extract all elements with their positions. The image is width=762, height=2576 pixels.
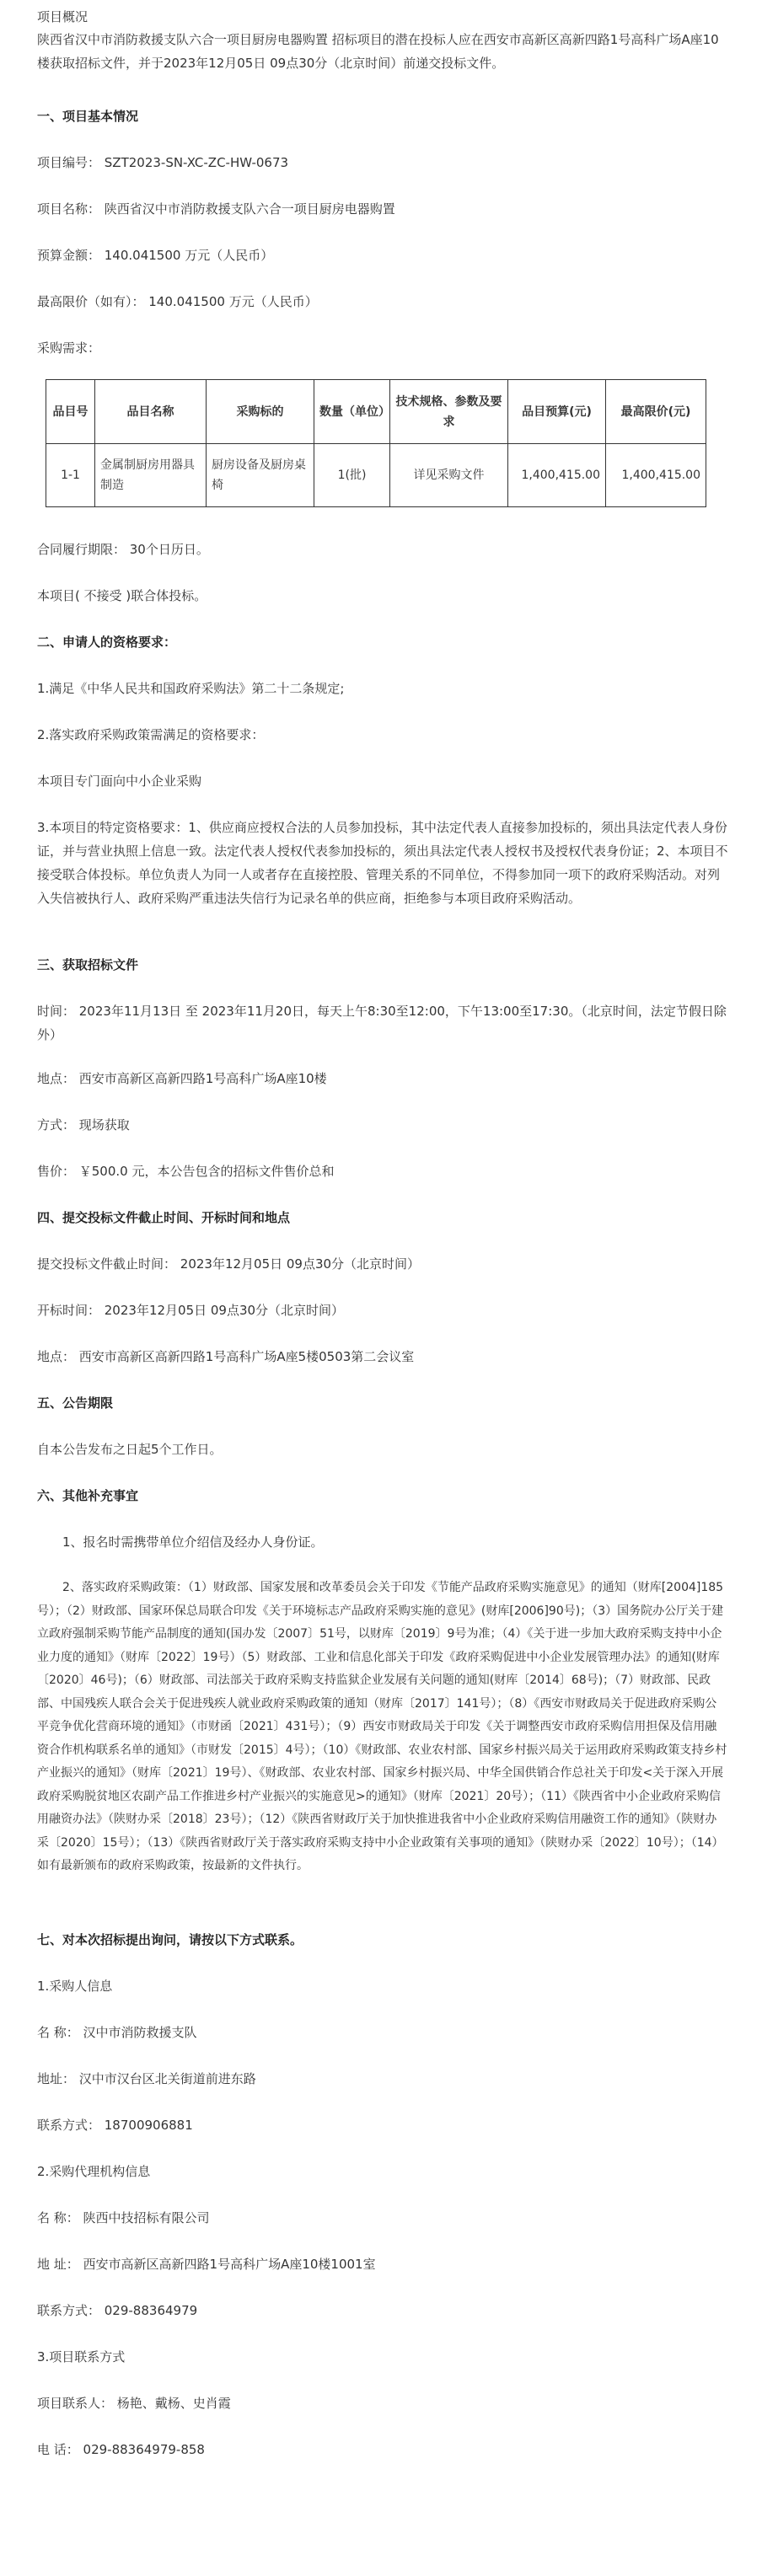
purchaser-name: 名 称： 汉中市消防救援支队 (37, 2025, 197, 2040)
cell-spec: 详见采购文件 (390, 444, 508, 507)
contact-phone: 电 话： 029-88364979-858 (37, 2442, 205, 2457)
header-subject: 采购标的 (207, 380, 314, 444)
agency-title: 2.采购代理机构信息 (37, 2164, 151, 2179)
purchaser-address: 地址： 汉中市汉台区北关街道前进东路 (37, 2071, 256, 2086)
notice-period: 自本公告发布之日起5个工作日。 (37, 1442, 223, 1457)
purchaser-title: 1.采购人信息 (37, 1979, 113, 1994)
contact-people: 项目联系人： 杨艳、戴杨、史肖霞 (37, 2396, 231, 2411)
header-item-name: 品目名称 (95, 380, 207, 444)
section-1-heading: 一、项目基本情况 (37, 109, 139, 124)
demand-label: 采购需求： (37, 340, 101, 356)
overview-heading: 项目概况 (37, 9, 89, 24)
obtain-time: 时间： 2023年11月13日 至 2023年11月20日，每天上午8:30至12:00，下午13:00至17:30。（北京时间，法定节假日除外） (37, 1004, 727, 1042)
section-6-heading: 六、其他补充事宜 (37, 1488, 139, 1503)
agency-address: 地 址： 西安市高新区高新四路1号高科广场A座10楼1001室 (37, 2257, 376, 2272)
obtain-method: 方式： 现场获取 (37, 1117, 130, 1133)
cell-item-no: 1-1 (46, 444, 95, 507)
submission-deadline: 提交投标文件截止时间： 2023年12月05日 09点30分（北京时间） (37, 1256, 421, 1272)
project-number: 项目编号： SZT2023-SN-XC-ZC-HW-0673 (37, 155, 289, 170)
header-quantity: 数量（单位） (314, 380, 390, 444)
budget-amount: 预算金额： 140.041500 万元（人民币） (37, 248, 274, 263)
purchaser-phone: 联系方式： 18700906881 (37, 2118, 193, 2133)
contact-title: 3.项目联系方式 (37, 2349, 126, 2364)
header-item-budget: 品目预算(元) (508, 380, 606, 444)
procurement-table (46, 379, 706, 507)
overview-text: 陕西省汉中市消防救援支队六合一项目厨房电器购置 招标项目的潜在投标人应在西安市高新区高新四路1号高科广场A座10楼获取招标文件，并于2023年12月05日 09点30分（北京时间）前递交投标文件。 (37, 32, 719, 71)
section-5-heading: 五、公告期限 (37, 1395, 114, 1411)
qualification-1: 1.满足《中华人民共和国政府采购法》第二十二条规定; (37, 681, 345, 696)
qualification-2: 2.落实政府采购政策需满足的资格要求： (37, 727, 265, 742)
consortium-note: 本项目( 不接受 )联合体投标。 (37, 588, 207, 603)
section-7-heading: 七、对本次招标提出询问，请按以下方式联系。 (37, 1932, 303, 1947)
document-price: 售价： ￥500.0 元，本公告包含的招标文件售价总和 (37, 1164, 335, 1179)
cell-item-name: 金属制厨房用器具制造 (95, 444, 207, 507)
qualification-3: 3.本项目的特定资格要求：1、供应商应授权合法的人员参加投标，其中法定代表人直接参加投标的，须出具法定代表人身份证，并与营业执照上信息一致。法定代表人授权代表参加投标的，须出具法定代表人授权书及授权代表身份证；2、本项目不接受联合体投标。单位负责人为同一人或者存在直接控股、管理关系的不同单位，不得参加同一项下的政府采购活动。对列入失信被执行人、政府采购严重违法失信行为记录名单的供应商，拒绝参与本项目政府采购活动。 (37, 820, 728, 906)
header-max-price: 最高限价(元) (606, 380, 706, 444)
header-spec: 技术规格、参数及要求 (390, 380, 508, 444)
cell-item-budget: 1,400,415.00 (508, 444, 606, 507)
policy-list: 2、落实政府采购政策：（1）财政部、国家发展和改革委员会关于印发《节能产品政府采购实施意见》的通知（财库[2004]185号）；（2）财政部、国家环保总局联合印发《关于环境标志产品政府采购实施的意见》(财库[2006]90号)；（3）国务院办公厅关于建立政府强制采购节能产品制度的通知(国办发〔2007〕51号，以财库〔2019〕9号为准；（4）《关于进一步加大政府采购支持中小企业力度的通知》（财库〔2022〕19号）（5）财政部、工业和信息化部关于印发《政府采购促进中小企业发展管理办法》的通知(财库〔2020〕46号)；（6）财政部、司法部关于政府采购支持监狱企业发展有关问题的通知(财库〔2014〕68号)；（7）财政部、民政部、中国残疾人联合会关于促进残疾人就业政府采购政策的通知（财库〔2017〕141号）；（8）《西安市财政局关于促进政府采购公平竞争优化营商环境的通知》（市财函〔2021〕431号）；（9）西安市财政局关于印发《关于调整西安市政府采购信用担保及信用融资合作机构联系名单的通知》（市财发〔2015〕4号）；（10）《财政部、农业农村部、国家乡村振兴局关于运用政府采购政策支持乡村产业振兴的通知》（财库〔2021〕19号）、《财政部、农业农村部、国家乡村振兴局、中华全国供销合作总社关于印发<关于深入开展政府采购脱贫地区农副产品工作推进乡村产业振兴的实施意见>的通知》（财库〔2021〕20号）；（11）《陕西省中小企业政府采购信用融资办法》（陕财办采〔2018〕23号）；（12）《陕西省财政厅关于加快推进我省中小企业政府采购信用融资工作的通知》（陕财办采〔2020〕15号）；（13）《陕西省财政厅关于落实政府采购支持中小企业政策有关事项的通知》（陕财办采〔2022〕10号）；（14）如有最新颁布的政府采购政策，按最新的文件执行。 (37, 1581, 727, 1872)
cell-subject: 厨房设备及厨房桌椅 (207, 444, 314, 507)
section-2-heading: 二、申请人的资格要求： (37, 635, 177, 650)
section-3-heading: 三、获取招标文件 (37, 957, 139, 972)
agency-name: 名 称： 陕西中技招标有限公司 (37, 2210, 210, 2225)
table-row (46, 444, 706, 507)
header-item-no: 品目号 (46, 380, 95, 444)
table-header-row (46, 380, 706, 444)
obtain-place: 地点： 西安市高新区高新四路1号高科广场A座10楼 (37, 1071, 327, 1086)
opening-time: 开标时间： 2023年12月05日 09点30分（北京时间） (37, 1303, 345, 1318)
project-name: 项目名称： 陕西省汉中市消防救援支队六合一项目厨房电器购置 (37, 201, 395, 217)
opening-place: 地点： 西安市高新区高新四路1号高科广场A座5楼0503第二会议室 (37, 1349, 415, 1364)
section-4-heading: 四、提交投标文件截止时间、开标时间和地点 (37, 1210, 291, 1225)
max-price: 最高限价（如有）： 140.041500 万元（人民币） (37, 294, 318, 309)
cell-quantity: 1(批) (314, 444, 390, 507)
agency-phone: 联系方式： 029-88364979 (37, 2303, 198, 2318)
contract-period: 合同履行期限： 30个日历日。 (37, 542, 209, 557)
sme-note: 本项目专门面向中小企业采购 (37, 774, 202, 789)
cell-max-price: 1,400,415.00 (606, 444, 706, 507)
supplement-1: 1、报名时需携带单位介绍信及经办人身份证。 (62, 1534, 324, 1550)
